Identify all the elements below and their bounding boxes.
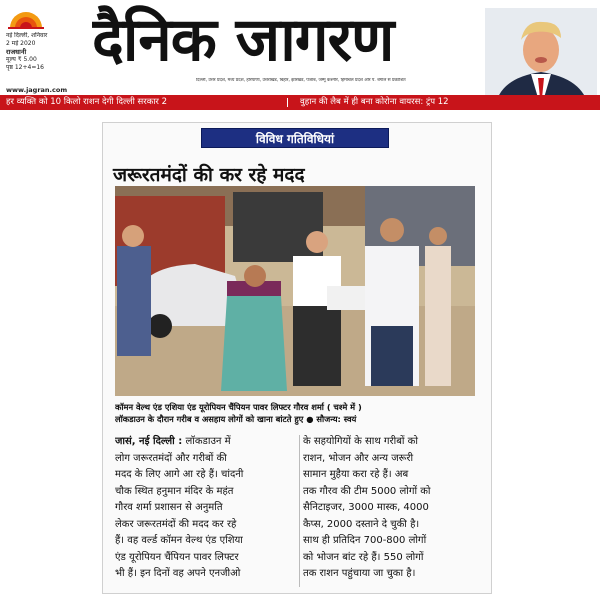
newspaper-title: दैनिक जागरण [92, 5, 394, 75]
meta-line: पृष्ठ 12+4=16 [6, 64, 44, 71]
meta-line: 2 मई 2020 [6, 40, 36, 47]
editions-line: दिल्ली, उत्तर प्रदेश, मध्य प्रदेश, हरियाणा, उत्तराखंड, बिहार, झारखंड, पंजाब, जम्मू कश्मीर, हिमाचल प्रदेश और प. बंगाल से प्रकाशित [196, 78, 406, 83]
body-line: तक राशन पहुंचाया जा चुका है। [303, 568, 416, 579]
body-line: एंड यूरोपियन चैंपियन पावर लिफ्टर [115, 551, 239, 563]
portrait-photo [485, 8, 597, 108]
dateline: जासं, नई दिल्ली : [115, 436, 183, 447]
body-line: को भोजन बांट रहे हैं। 550 लोगों [303, 551, 424, 563]
ticker-headline-left[interactable]: हर व्यक्ति को 10 किलो राशन देगी दिल्ली सरकार 2 [6, 97, 168, 107]
section-banner: विविध गतिविधियां [201, 128, 389, 148]
body-line: साथ ही प्रतिदिन 700-800 लोगों [303, 535, 427, 546]
ticker-headline-right[interactable]: वुहान की लैब में ही बना कोरोना वायरस: ट्रंप 12 [300, 97, 449, 107]
meta-line: नई दिल्ली, शनिवार [6, 32, 48, 39]
body-line: चौक स्थित हनुमान मंदिर के महंत [115, 485, 234, 497]
body-line: हैं। वह वर्ल्ड कॉमन वेल्थ एंड एशिया [115, 535, 243, 546]
body-line: लोग जरूरतमंदों और गरीबों की [115, 452, 227, 464]
body-line: गौरव शर्मा प्रशासन से अनुमति [115, 502, 223, 513]
body-line: मदद के लिए आगे आ रहे हैं। चांदनी [115, 469, 244, 480]
article-photo [115, 186, 475, 396]
caption-line: लॉकडाउन के दौरान गरीब व असहाय लोगों को खाना बांटते हुए ● सौजन्य: स्वयं [115, 414, 357, 424]
body-line: राशन, भोजन और अन्य जरूरी [303, 452, 414, 464]
body-line: सैनिटाइजर, 3000 मास्क, 4000 [303, 502, 429, 513]
body-line: के सहयोगियों के साथ गरीबों को [303, 436, 418, 447]
meta-line: राजधानी [6, 48, 27, 56]
article-clipping [102, 122, 492, 594]
body-line: सामान मुहैया करा रहे हैं। अब [303, 469, 409, 480]
article-column-right [303, 434, 487, 583]
sun-logo-icon [6, 4, 46, 30]
article-headline: जरूरतमंदों की कर रहे मदद [113, 164, 305, 186]
news-ticker [0, 95, 600, 110]
body-text: लॉकडाउन में [185, 436, 231, 447]
caption-line: कॉमन वेल्थ एंड एशिया एंड यूरोपियन चैंपियन पावर लिफ्टर गौरव शर्मा ( चश्मे में ) [115, 402, 362, 412]
meta-line: मूल्य ₹ 5.00 [6, 56, 37, 63]
photo-caption [115, 401, 481, 425]
ticker-divider [287, 98, 288, 107]
column-divider [299, 435, 300, 587]
website-link[interactable]: www.jagran.com [6, 86, 68, 94]
body-line [115, 434, 299, 451]
newspaper-masthead [0, 0, 600, 112]
edition-meta [6, 32, 76, 72]
body-line: तक गौरव की टीम 5000 लोगों को [303, 485, 431, 497]
body-line: लेकर जरूरतमंदों की मदद कर रहे [115, 518, 237, 530]
body-line: भी हैं। इन दिनों वह अपने एनजीओ [115, 568, 241, 579]
article-column-left [115, 434, 299, 583]
body-line: कैप्स, 2000 दस्ताने दे चुकी है। [303, 518, 420, 530]
